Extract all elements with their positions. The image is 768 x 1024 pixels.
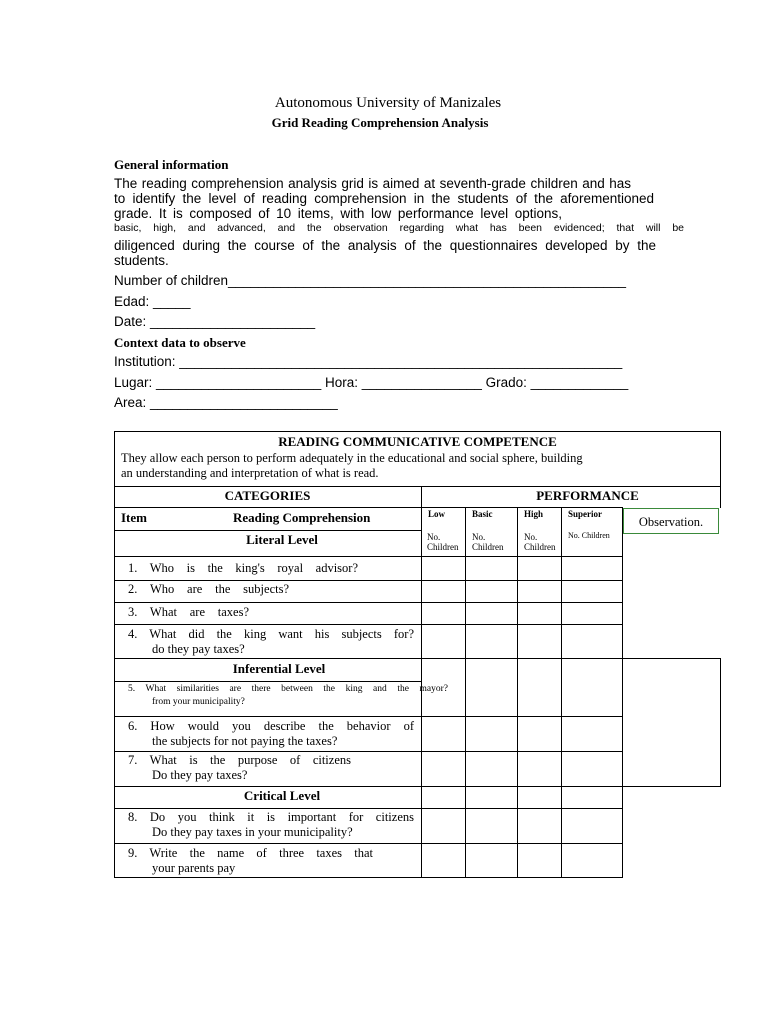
lugar-hora-grado-fields[interactable]: Lugar: ______________________ Hora: ________________ Grado: _____________: [114, 375, 629, 390]
question-text: 6. How would you describe the behavior of: [128, 719, 414, 733]
competence-description-2: an understanding and interpretation of what is read.: [121, 466, 379, 480]
edad-field[interactable]: Edad: _____: [114, 294, 191, 309]
table-divider: [114, 681, 422, 682]
question-text: 7. What is the purpose of citizens: [128, 753, 351, 767]
question-7: [128, 753, 351, 783]
question-4: [128, 627, 414, 657]
table-divider: [114, 808, 622, 809]
question-text-continued: do they pay taxes?: [152, 642, 245, 656]
reading-comprehension-header: Reading Comprehension: [233, 510, 371, 525]
critical-level-heading: Critical Level: [243, 788, 321, 803]
table-divider: [114, 507, 622, 508]
question-1: [128, 561, 358, 576]
level-high: High: [524, 509, 544, 519]
no-children-low: No.: [427, 532, 441, 542]
question-text: 4. What did the king want his subjects for?: [128, 627, 414, 641]
table-divider: [114, 751, 622, 752]
question-8: [128, 810, 414, 840]
number-of-children-field[interactable]: Number of children_____________________________________________________: [114, 273, 626, 288]
question-text-continued: Do they pay taxes?: [152, 768, 248, 782]
categories-header: CATEGORIES: [224, 488, 311, 503]
question-text: 8. Do you think it is important for citizens: [128, 810, 414, 824]
table-divider: [114, 658, 721, 659]
table-border: [114, 431, 721, 432]
no-children-basic: No.: [472, 532, 486, 542]
table-divider: [114, 786, 721, 787]
level-superior: Superior: [568, 509, 603, 519]
institution-field[interactable]: Institution: ___________________________________________________________: [114, 354, 623, 369]
question-6: [128, 719, 414, 749]
table-border: [720, 658, 721, 787]
table-divider: [114, 602, 622, 603]
no-children-low-2: Children: [427, 542, 459, 552]
university-name: Autonomous University of Manizales: [274, 95, 502, 111]
table-divider: [114, 624, 622, 625]
document-title: Grid Reading Comprehension Analysis: [271, 115, 489, 130]
general-info-heading: General information: [114, 157, 229, 172]
no-children-high-2: Children: [524, 542, 556, 552]
area-field[interactable]: Area: _________________________: [114, 395, 338, 410]
competence-title: READING COMMUNICATIVE COMPETENCE: [278, 434, 557, 449]
competence-description-1: They allow each person to perform adequately in the educational and social sphere, building: [121, 451, 583, 465]
observation-header: Observation.: [623, 508, 719, 534]
performance-header: PERFORMANCE: [536, 488, 639, 503]
level-basic: Basic: [472, 509, 493, 519]
question-text: 5. What similarities are there between the king and the mayor?: [128, 684, 448, 694]
question-2: [128, 582, 289, 597]
question-9: [128, 846, 373, 876]
general-info-line-4: basic, high, and advanced, and the observation regarding what has been evidenced; that will be: [114, 222, 684, 234]
table-divider: [465, 507, 466, 878]
table-divider: [517, 507, 518, 878]
question-3: [128, 605, 249, 620]
table-divider: [114, 580, 622, 581]
date-field[interactable]: Date: ______________________: [114, 314, 316, 329]
general-info-line-2: to identify the level of reading comprehension in the students of the aforementioned: [114, 191, 654, 206]
question-text-continued: your parents pay: [152, 861, 236, 875]
table-divider: [114, 486, 721, 487]
question-text: 1. Who is the king's royal advisor?: [128, 561, 358, 575]
question-text-continued: from your municipality?: [152, 697, 245, 707]
table-divider: [114, 530, 422, 531]
table-divider: [114, 843, 622, 844]
table-divider: [561, 507, 562, 878]
question-text: 2. Who are the subjects?: [128, 582, 289, 596]
question-text-continued: Do they pay taxes in your municipality?: [152, 825, 353, 839]
general-info-line-3: grade. It is composed of 10 items, with low performance level options,: [114, 206, 562, 221]
no-children-high: No.: [524, 532, 538, 542]
general-info-line-5: diligenced during the course of the analysis of the questionnaires developed by the: [114, 238, 656, 253]
question-5: [128, 684, 448, 707]
inferential-level-heading: Inferential Level: [232, 661, 326, 676]
no-children-superior: No. Children: [568, 531, 610, 540]
table-divider: [114, 556, 622, 557]
level-low: Low: [428, 509, 446, 519]
question-text: 3. What are taxes?: [128, 605, 249, 619]
table-divider: [114, 716, 622, 717]
question-text: 9. Write the name of three taxes that: [128, 846, 373, 860]
literal-level-heading: Literal Level: [246, 532, 318, 547]
general-info-line-1: The reading comprehension analysis grid is aimed at seventh-grade children and has: [114, 176, 631, 191]
table-divider: [622, 507, 623, 878]
no-children-basic-2: Children: [472, 542, 504, 552]
table-divider: [114, 877, 622, 878]
context-heading: Context data to observe: [114, 335, 246, 350]
question-text-continued: the subjects for not paying the taxes?: [152, 734, 338, 748]
item-header: Item: [121, 510, 147, 525]
general-info-line-6: students.: [114, 253, 169, 268]
